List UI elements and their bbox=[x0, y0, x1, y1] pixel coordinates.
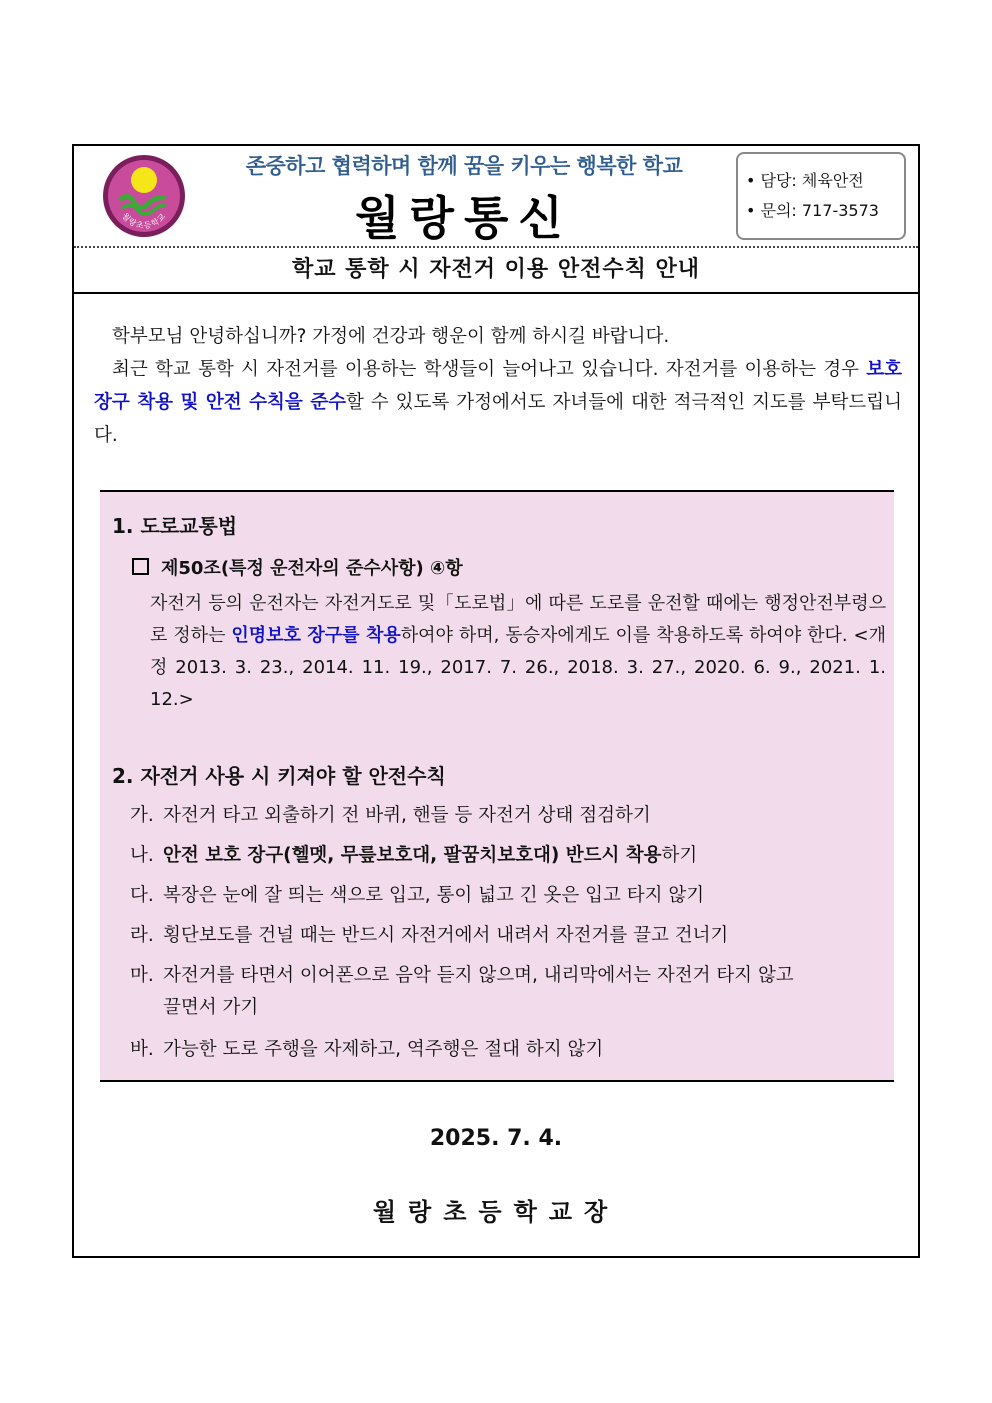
intro-paragraph: 최근 학교 통학 시 자전거를 이용하는 학생들이 늘어나고 있습니다. 자전거를 이용하는 경우 보호장구 착용 및 안전 수칙을 준수할 수 있도록 가정에서도 자녀들에 대한 적극적인 지도를 부탁드립니다. bbox=[94, 359, 902, 446]
contact-box bbox=[736, 152, 906, 240]
law-emphasis: 인명보호 장구를 착용 bbox=[231, 625, 401, 646]
safety-rule-item: 라. 횡단보도를 건널 때는 반드시 자전거에서 내려서 자전거를 끌고 건너기 bbox=[130, 925, 729, 946]
intro-emphasis: 보호장구 착용 및 안전 수칙을 준수 bbox=[94, 359, 902, 413]
notice-subject: 학교 통학 시 자전거 이용 안전수칙 안내 bbox=[74, 248, 918, 294]
newsletter-title: 월랑통신 bbox=[355, 191, 573, 245]
law-article-text: 자전거 등의 운전자는 자전거도로 및「도로법」에 따른 도로를 운전할 때에는 행정안전부령으로 정하는 인명보호 장구를 착용하여야 하며, 동승자에게도 이를 착용하도록 하여야 한다. <개정 2013. 3. 23., 2014. 11. 19., 2017. 7. 26., 2018. 3. 27., 2020. 6. 9., 2021. 1. 12.> bbox=[150, 593, 886, 710]
safety-rule-item: 마. 자전거를 타면서 이어폰으로 음악 듣지 않으며, 내리막에서는 자전거 타지 않고 끌면서 가기 bbox=[130, 965, 794, 1018]
intro-section bbox=[94, 320, 902, 452]
checkbox-square-icon bbox=[132, 558, 149, 575]
law-article-title: 제50조(특정 운전자의 준수사항) ④항 bbox=[132, 554, 463, 580]
safety-rule-item: 다. 복장은 눈에 잘 띄는 색으로 입고, 통이 넓고 긴 옷은 입고 타지 않기 bbox=[130, 885, 705, 906]
logo-text: 월랑초등학교 bbox=[120, 211, 168, 231]
principal-signature: 월랑초등학교장 bbox=[372, 1198, 620, 1226]
school-motto: 존중하고 협력하며 함께 꿈을 키우는 행복한 학교 bbox=[245, 154, 683, 178]
safety-rule-item: 가. 자전거 타고 외출하기 전 바퀴, 핸들 등 자전거 상태 점검하기 bbox=[130, 805, 651, 826]
issue-date: 2025. 7. 4. bbox=[429, 1126, 563, 1151]
safety-rule-item: 바. 가능한 도로 주행을 자제하고, 역주행은 절대 하지 않기 bbox=[130, 1039, 604, 1060]
intro-greeting: 학부모님 안녕하십니까? 가정에 건강과 행운이 함께 하시길 바랍니다. bbox=[112, 326, 670, 347]
contact-phone: • 문의: 717-3573 bbox=[746, 201, 879, 220]
safety-info-box bbox=[100, 490, 894, 1082]
contact-person: • 담당: 체육안전 bbox=[746, 171, 864, 190]
logo-sun bbox=[131, 167, 157, 193]
header bbox=[74, 146, 918, 248]
school-logo bbox=[102, 154, 186, 238]
section-title-traffic-law: 1. 도로교통법 bbox=[112, 514, 238, 538]
safety-rule-item: 나. 안전 보호 장구(헬멧, 무릎보호대, 팔꿈치보호대) 반드시 착용하기 bbox=[130, 845, 698, 866]
document-frame bbox=[72, 144, 920, 1258]
section-title-safety-rules: 2. 자전거 사용 시 키져야 할 안전수칙 bbox=[112, 764, 446, 788]
